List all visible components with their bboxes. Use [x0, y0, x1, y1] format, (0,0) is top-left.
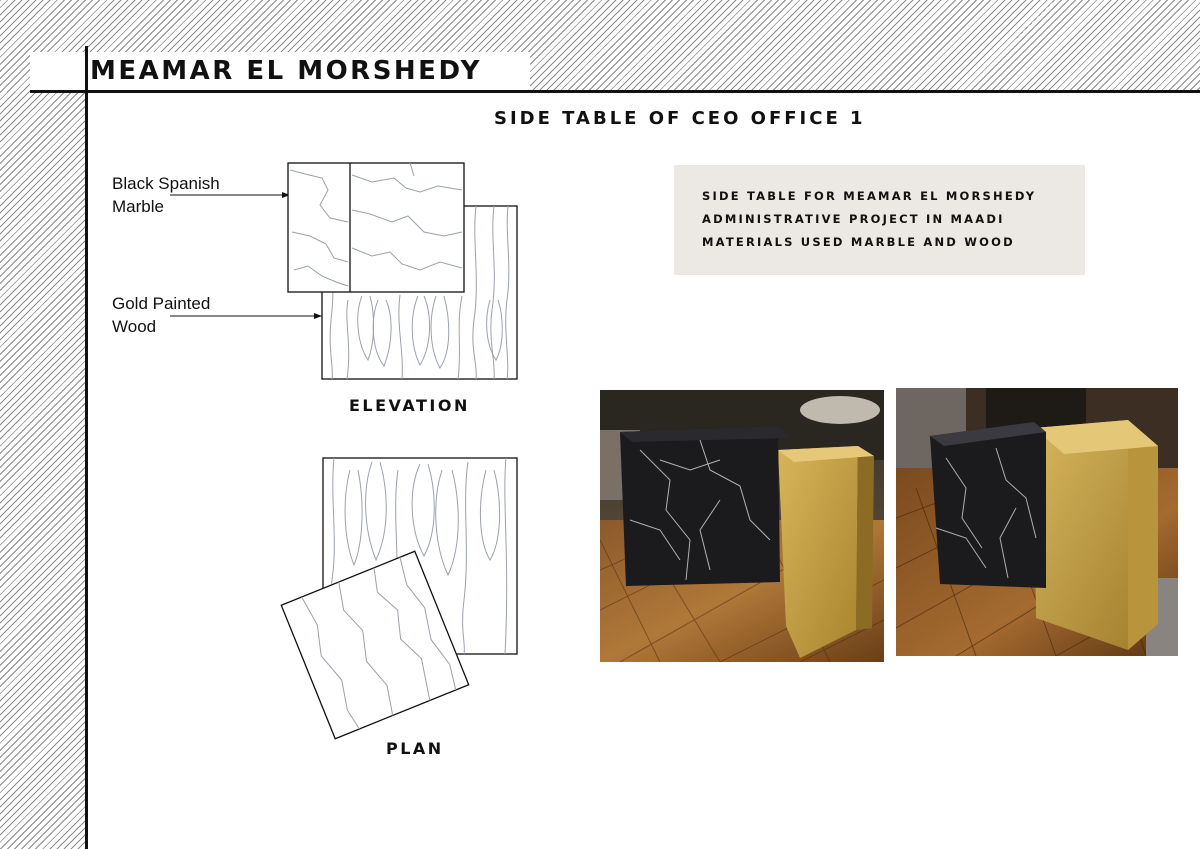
- elevation-marble-block: [288, 163, 464, 292]
- wood-callout-line: Wood: [112, 317, 157, 336]
- description-line: SIDE TABLE FOR MEAMAR EL MORSHEDY: [702, 189, 1037, 203]
- description-line: MATERIALS USED MARBLE AND WOOD: [702, 235, 1015, 249]
- description-line: ADMINISTRATIVE PROJECT IN MAADI: [702, 212, 1005, 226]
- plan-label: PLAN: [386, 739, 444, 758]
- marble-callout-line: Black Spanish: [112, 174, 220, 193]
- marble-callout-line: Marble: [112, 197, 164, 216]
- side-table-photo-angle: [896, 388, 1178, 656]
- sheet-title: SIDE TABLE OF CEO OFFICE 1: [494, 108, 866, 129]
- side-table-photo-front: [600, 390, 884, 662]
- elevation-label: ELEVATION: [349, 396, 470, 415]
- wood-callout-line: Gold Painted: [112, 294, 211, 313]
- brand-title: MEAMAR EL MORSHEDY: [90, 56, 482, 86]
